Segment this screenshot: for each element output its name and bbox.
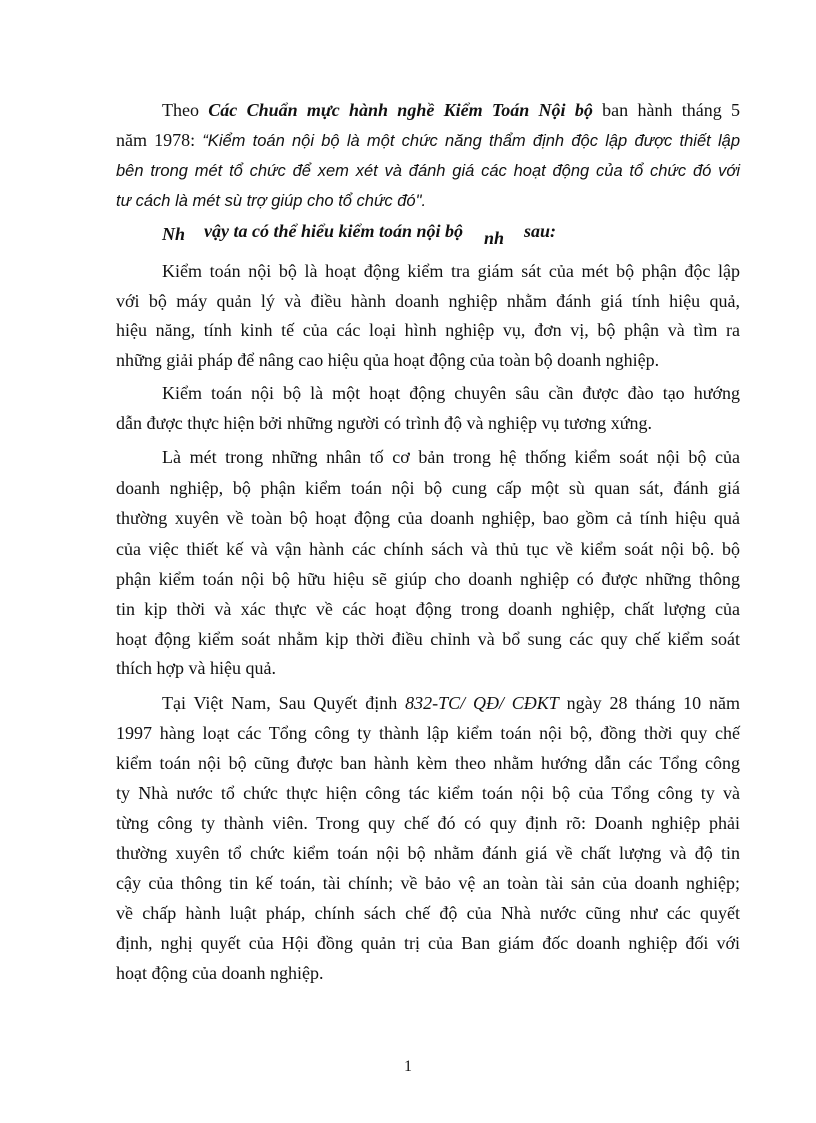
standards-title: Các Chuẩn mực hành nghề Kiểm Toán Nội bộ xyxy=(208,100,593,120)
heading-fragment: Nh xyxy=(162,224,186,244)
paragraph-5-line-9: định, nghị quyết của Hội đồng quản trị của Ban giám đốc doanh nghiệp đối với xyxy=(116,933,740,953)
paragraph-2-line-2: với bộ máy quản lý và điều hành doanh nghiệp nhằm đánh giá tính hiệu quả, xyxy=(116,291,740,311)
paragraph-4-line-1: Là mét trong những nhân tố cơ bản trong hệ thống kiểm soát nội bộ của xyxy=(162,447,740,467)
paragraph-5-line-2: 1997 hàng loạt các Tổng công ty thành lập kiểm toán nội bộ, đồng thời quy chế xyxy=(116,723,740,743)
paragraph-4-line-7: hoạt động kiểm soát nhằm kịp thời điều chỉnh và bổ sung các quy chế kiểm soát xyxy=(116,629,740,649)
text-run: ngày 28 tháng 10 năm xyxy=(558,693,740,713)
paragraph-1-line-4: tư cách là mét sù trợ giúp cho tổ chức đó". xyxy=(116,192,427,210)
paragraph-5-line-1 xyxy=(162,688,740,719)
paragraph-5-line-7: cậy của thông tin kế toán, tài chính; về bảo vệ an toàn tài sản của doanh nghiệp; xyxy=(116,873,740,893)
paragraph-5-line-6: thường xuyên tổ chức kiểm toán nội bộ nhằm đánh giá về chất lượng và độ tin xyxy=(116,843,740,863)
page-number: 1 xyxy=(404,1058,412,1075)
paragraph-4-line-8: thích hợp và hiệu quả. xyxy=(116,658,276,678)
text-run: Theo xyxy=(162,100,209,120)
paragraph-4-line-3: thường xuyên về toàn bộ hoạt động của doanh nghiệp, bao gồm cả tính hiệu quả xyxy=(116,508,740,528)
paragraph-5-line-10: hoạt động của doanh nghiệp. xyxy=(116,963,324,983)
paragraph-4-line-2: doanh nghiệp, bộ phận kiểm toán nội bộ cung cấp một sù quan sát, đánh giá xyxy=(116,478,740,498)
paragraph-1-line-3: bên trong mét tổ chức để xem xét và đánh giá các hoạt động của tổ chức đó với xyxy=(116,162,740,180)
paragraph-1-line-1 xyxy=(162,95,740,126)
heading-fragment: vậy ta có thể hiểu kiểm toán nội bộ xyxy=(204,221,463,241)
paragraph-5-line-5: từng công ty thành viên. Trong quy chế đó có quy định rõ: Doanh nghiệp phải xyxy=(116,813,740,833)
paragraph-2-line-3: hiệu năng, tính kinh tế của các loại hình nghiệp vụ, đơn vị, bộ phận và tìm ra xyxy=(116,320,740,340)
heading-fragment: sau: xyxy=(524,221,557,241)
paragraph-3-line-2: dẫn được thực hiện bởi những người có trình độ và nghiệp vụ tương xứng. xyxy=(116,413,653,433)
text-run: Tại Việt Nam, Sau Quyết định xyxy=(162,693,406,713)
paragraph-5-line-8: về chấp hành luật pháp, chính sách chế độ của Nhà nước cũng như các quyết xyxy=(116,903,740,923)
quote-text: “Kiểm toán nội bộ là một chức năng thẩm định độc lập được thiết lập xyxy=(202,132,740,150)
paragraph-5-line-3: kiểm toán nội bộ cũng được ban hành kèm theo nhằm hướng dẫn các Tổng công xyxy=(116,753,740,773)
paragraph-4-line-5: phận kiểm toán nội bộ hữu hiệu sẽ giúp cho doanh nghiệp có được những thông xyxy=(116,569,740,589)
heading-fragment: nh xyxy=(484,228,505,248)
paragraph-2-line-4: những giải pháp để nâng cao hiệu qủa hoạt động của toàn bộ doanh nghiệp. xyxy=(116,350,660,370)
paragraph-1-line-2 xyxy=(116,125,740,157)
paragraph-2-line-1: Kiểm toán nội bộ là hoạt động kiểm tra giám sát của mét bộ phận độc lập xyxy=(162,261,740,281)
paragraph-3-line-1: Kiểm toán nội bộ là một hoạt động chuyên sâu cần được đào tạo hướng xyxy=(162,383,740,403)
text-run: năm 1978: xyxy=(116,130,203,150)
paragraph-5-line-4: ty Nhà nước tổ chức thực hiện công tác kiểm toán nội bộ của Tổng công ty và xyxy=(116,783,740,803)
decision-reference: 832-TC/ QĐ/ CĐKT xyxy=(405,693,559,713)
paragraph-4-line-4: của việc thiết kế và vận hành các chính sách và thủ tục về kiểm soát nội bộ. bộ xyxy=(116,539,740,559)
paragraph-4-line-6: tin kịp thời và xác thực về các hoạt động trong doanh nghiệp, chất lượng của xyxy=(116,599,740,619)
text-run: ban hành tháng 5 xyxy=(592,100,741,120)
